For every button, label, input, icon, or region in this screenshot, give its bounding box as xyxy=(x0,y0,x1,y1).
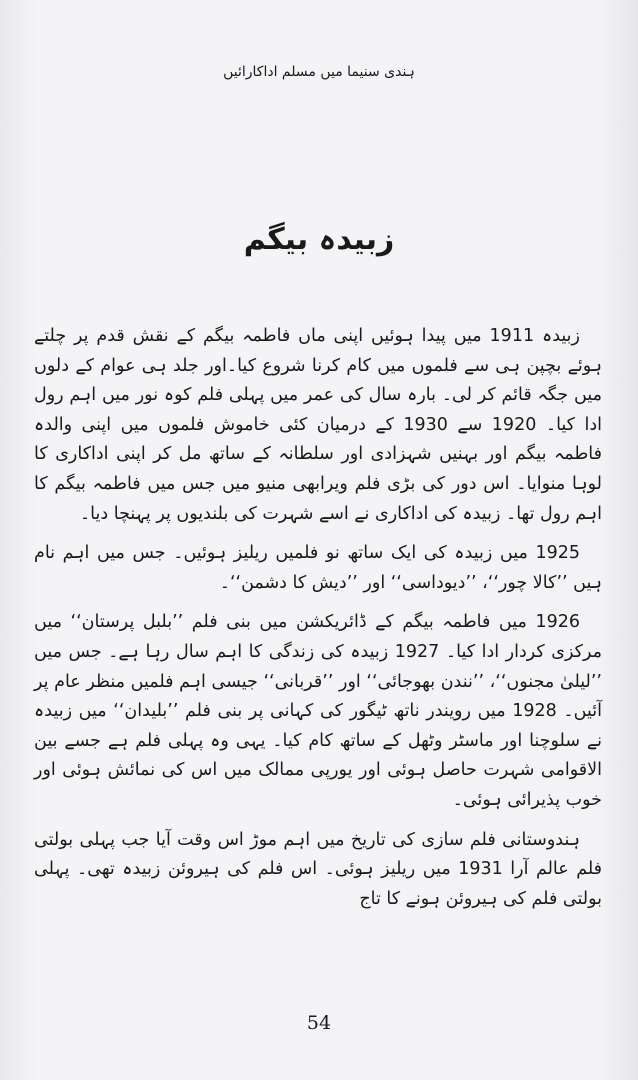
chapter-title: زبیدہ بیگم xyxy=(243,222,395,257)
page-number: 54 xyxy=(306,1012,332,1034)
running-head: ہندی سنیما میں مسلم اداکارائیں xyxy=(223,64,415,80)
body-text xyxy=(34,322,602,924)
paragraph: 1925 میں زبیدہ کی ایک ساتھ نو فلمیں ریلیز ہوئیں۔ جس میں اہم نام ہیں ’’کالا چور‘‘، ’’دیوداسی‘‘ اور ’’دیش کا دشمن‘‘۔ xyxy=(34,543,602,593)
paragraph: ہندوستانی فلم سازی کی تاریخ میں اہم موڑ اس وقت آیا جب پہلی بولتی فلم عالم آرا 1931 میں ریلیز ہوئی۔ اس فلم کی ہیروئن زبیدہ تھی۔ پہلی بولتی فلم کی ہیروئن ہونے کا تاج xyxy=(34,829,603,909)
paragraph: زبیدہ 1911 میں پیدا ہوئیں اپنی ماں فاطمہ بیگم کے نقش قدم پر چلتے ہوئے بچپن ہی سے فلموں میں کام کرنا شروع کیا۔اور جلد ہی عوام کے دلوں میں جگہ قائم کر لی۔ بارہ سال کی عمر میں پہلی فلم کوہ نور میں اہم رول ادا کیا۔ 1920 سے 1930 کے درمیان کئی خاموش فلموں میں اپنی والدہ فاطمہ بیگم اور بہنیں شہزادی اور سلطانہ کے ساتھ مل کر اپنی اداکاری کا لوہا منوایا۔ اس دور کی بڑی فلم ویرابھی منیو میں جس میں فاطمہ بیگم کا اہم رول تھا۔ زبیدہ کی اداکاری نے اسے شہرت کی بلندیوں پر پہنچا دیا۔ xyxy=(34,326,602,524)
paragraph: 1926 میں فاطمہ بیگم کے ڈائریکشن میں بنی فلم ’’بلبل پرستان‘‘ میں مرکزی کردار ادا کیا۔ 1927 زبیدہ کی زندگی کا اہم سال رہا ہے۔ جس میں ’’لیلیٰ مجنوں‘‘، ’’نندن بھوجائی‘‘ اور ’’قربانی‘‘ جیسی اہم فلمیں منظر عام پر آئیں۔ 1928 میں رویندر ناتھ ٹیگور کی کہانی پر بنی فلم ’’بلیدان‘‘ میں زبیدہ نے سلوچنا اور ماسٹر وٹھل کے ساتھ کام کیا۔ یہی وہ پہلی فلم ہے جسے بین الاقوامی شہرت حاصل ہوئی اور یورپی ممالک میں اس کی نمائش ہوئی اور خوب پذیرائی ہوئی۔ xyxy=(34,612,602,810)
